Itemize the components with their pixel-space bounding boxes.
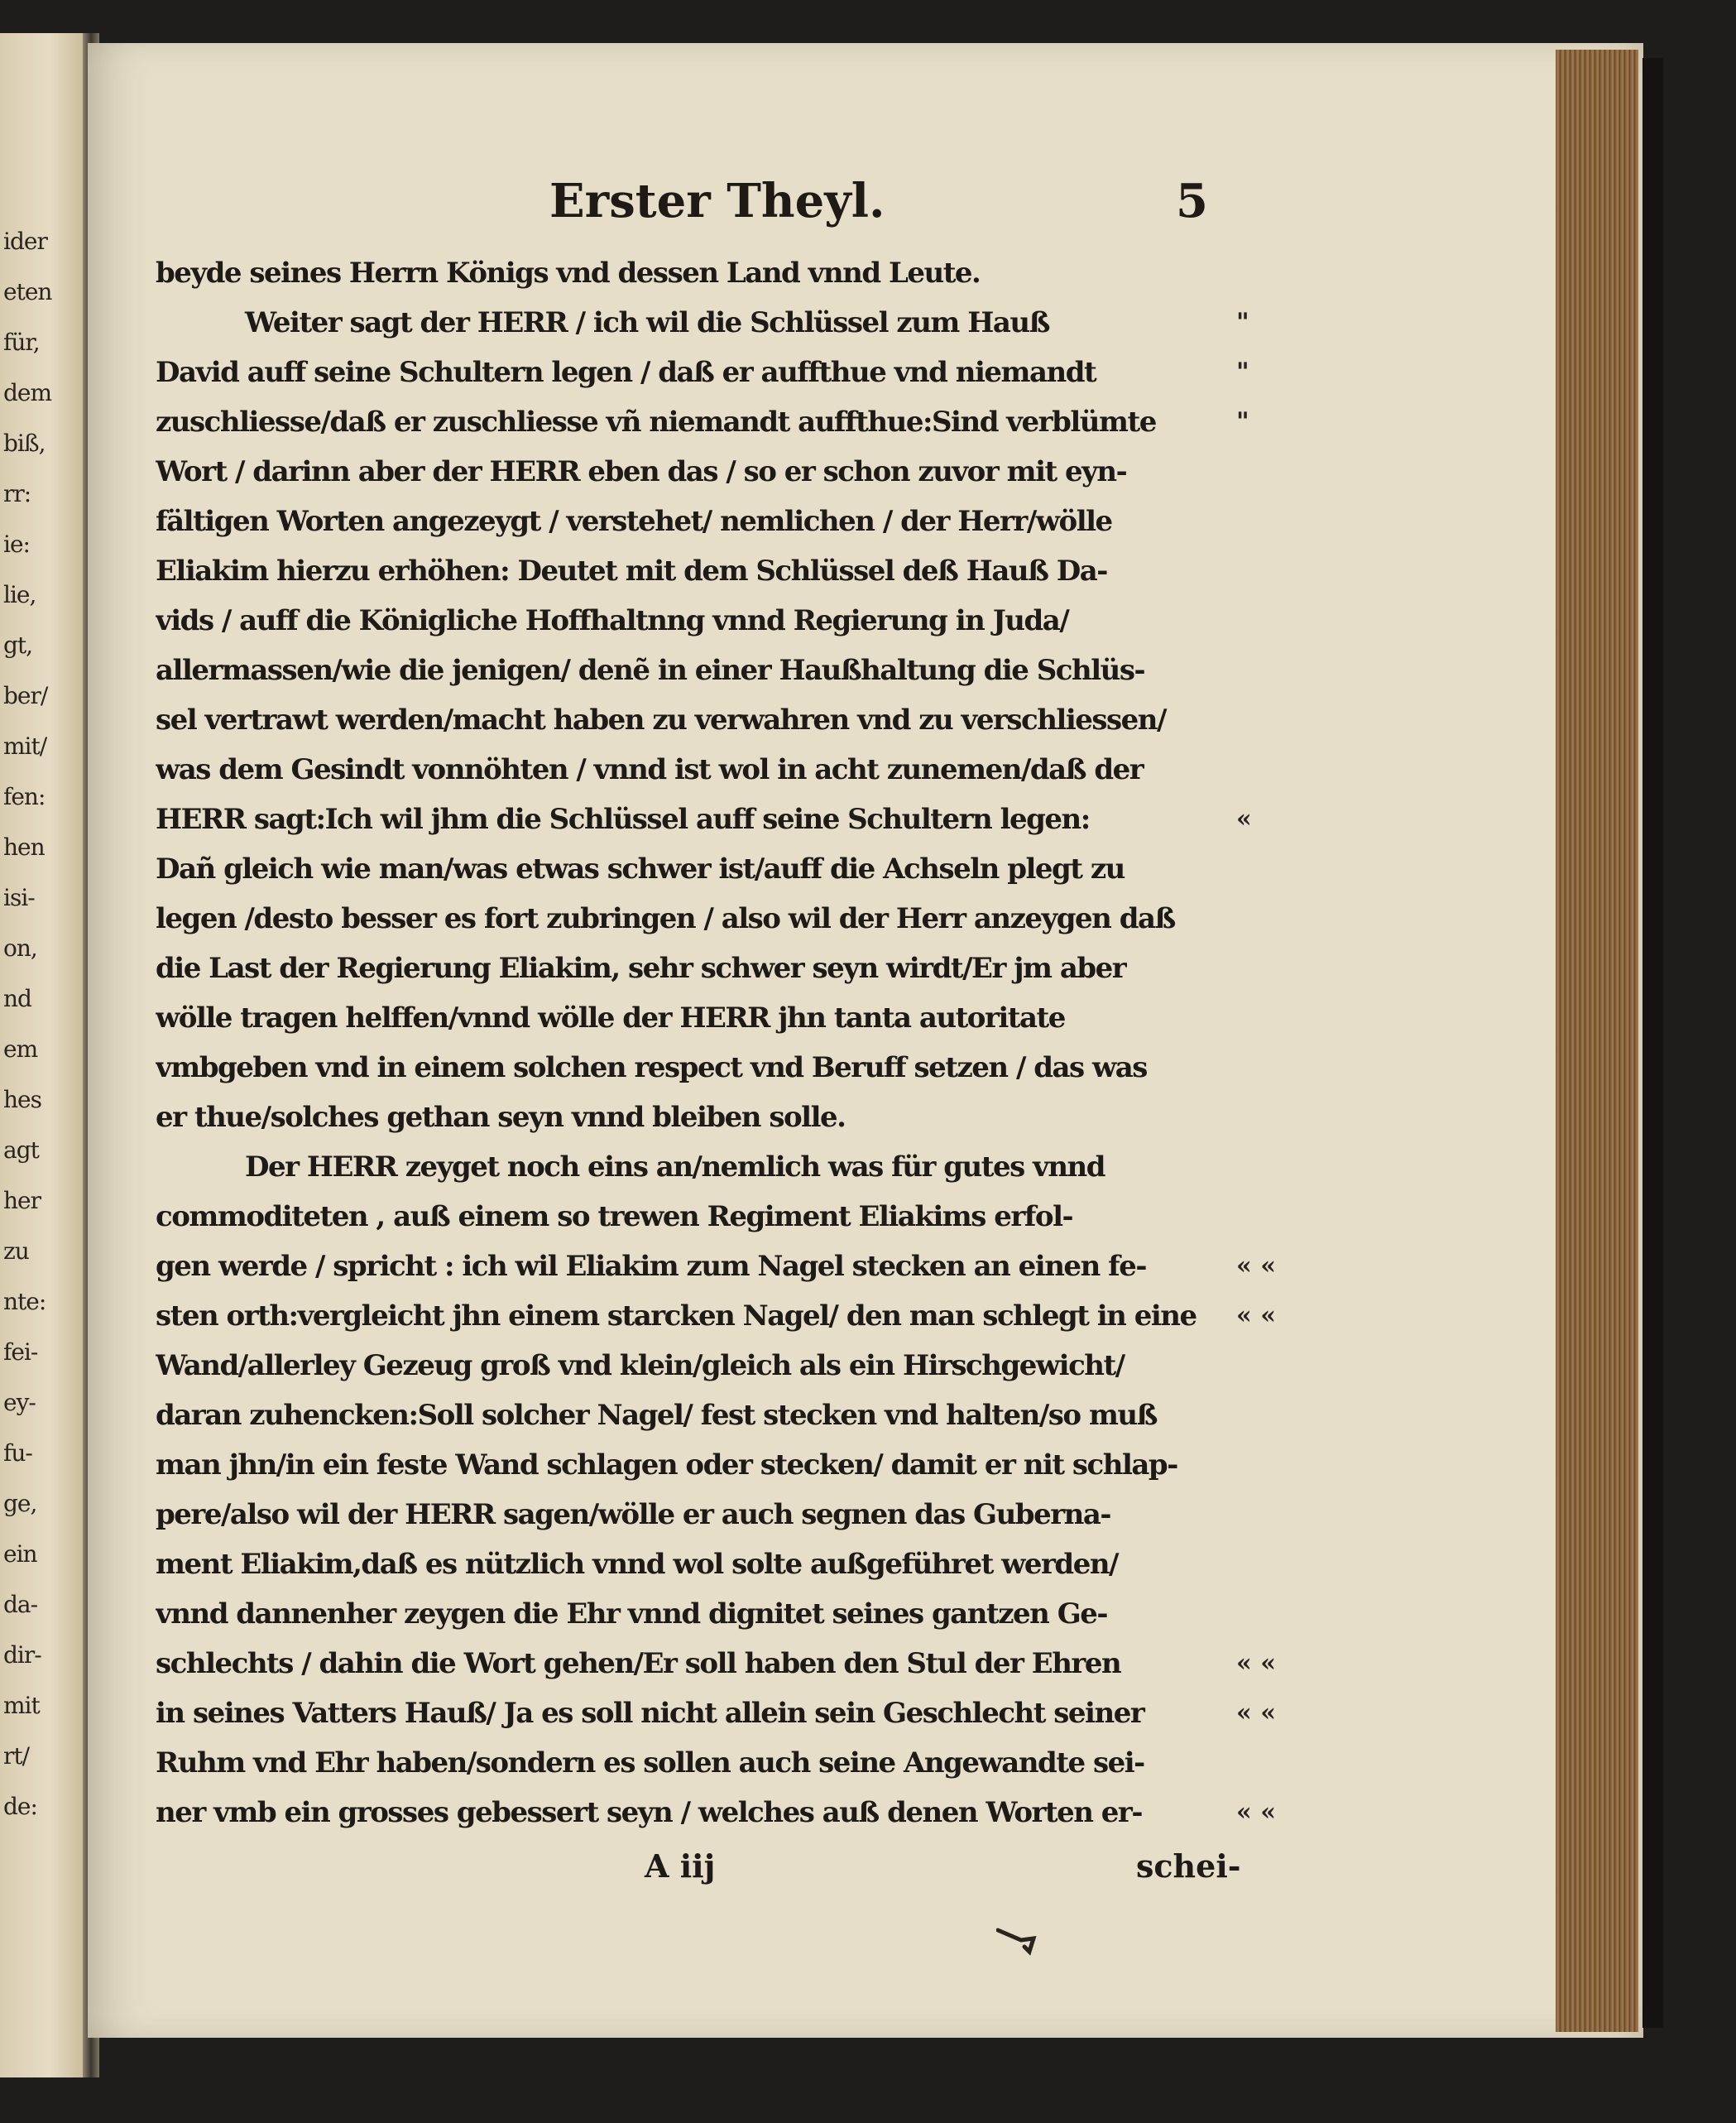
text-line: was dem Gesindt vonnöhten / vnnd ist wol in acht zunemen/daß der <box>156 753 1144 786</box>
page-footer <box>88 1847 1643 1897</box>
ink-stroke-mark <box>996 1922 1046 1963</box>
text-line: Wort / darinn aber der HERR eben das / so er schon zuvor mit eyn- <box>156 455 1127 488</box>
left-page-line-fragment: nte: <box>3 1288 46 1315</box>
left-page-line-fragment: ein <box>3 1540 37 1568</box>
text-line: die Last der Regierung Eliakim, sehr schwer seyn wirdt/Er jm aber <box>156 952 1126 985</box>
margin-quote-mark: « « <box>1236 1798 1276 1827</box>
body-text <box>156 248 1318 1837</box>
left-page-line-fragment: biß, <box>3 430 46 457</box>
left-page-line-fragment: ge, <box>3 1490 37 1517</box>
left-page-line-fragment: de: <box>3 1793 37 1820</box>
left-page-line-fragment: rt/ <box>3 1742 30 1770</box>
text-line: daran zuhencken:Soll solcher Nagel/ fest stecken vnd halten/so muß <box>156 1399 1157 1432</box>
left-page-line-fragment: ber/ <box>3 682 48 709</box>
text-line: legen /desto besser es fort zubringen / also wil der Herr anzeygen daß <box>156 902 1175 935</box>
left-page-line-fragment: her <box>3 1187 41 1214</box>
left-page-line-fragment: ider <box>3 228 47 255</box>
left-page-line-fragment: hes <box>3 1086 41 1113</box>
left-page-line-fragment: für, <box>3 329 40 356</box>
margin-quote-mark: " <box>1236 358 1249 387</box>
page-number: 5 <box>1176 174 1208 228</box>
text-line: ner vmb ein grosses gebessert seyn / welches auß denen Worten er- <box>156 1796 1142 1829</box>
left-page-line-fragment: mit/ <box>3 732 47 760</box>
text-line: fältigen Worten angezeygt / verstehet/ nemlichen / der Herr/wölle <box>156 505 1112 538</box>
text-line: Der HERR zeyget noch eins an/nemlich was für gutes vnnd <box>245 1150 1105 1184</box>
left-page-line-fragment: rr: <box>3 480 31 507</box>
text-line: vids / auff die Königliche Hoffhaltnng vnnd Regierung in Juda/ <box>156 604 1069 637</box>
margin-quote-mark: « « <box>1236 1649 1276 1678</box>
left-page-line-fragment: nd <box>3 985 31 1012</box>
left-page-line-fragment: isi- <box>3 884 35 911</box>
margin-quote-mark: « <box>1236 805 1252 833</box>
catchword: schei- <box>1136 1847 1241 1885</box>
left-page-line-fragment: fu- <box>3 1439 32 1467</box>
text-line: allermassen/wie die jenigen/ denẽ in einer Haußhaltung die Schlüs- <box>156 654 1145 687</box>
left-page-fragment <box>0 33 83 2077</box>
left-page-line-fragment: zu <box>3 1237 29 1265</box>
text-line: Wand/allerley Gezeug groß vnd klein/gleich als ein Hirschgewicht/ <box>156 1349 1125 1382</box>
text-line: zuschliesse/daß er zuschliesse vñ niemandt auffthue:Sind verblümte <box>156 406 1156 439</box>
text-line: Ruhm vnd Ehr haben/sondern es sollen auch seine Angewandte sei- <box>156 1746 1144 1780</box>
text-line: sten orth:vergleicht jhn einem starcken Nagel/ den man schlegt in eine <box>156 1299 1196 1333</box>
left-page-line-fragment: mit <box>3 1692 40 1719</box>
text-line: commoditeten , auß einem so trewen Regiment Eliakims erfol- <box>156 1200 1073 1233</box>
text-line: Eliakim hierzu erhöhen: Deutet mit dem Schlüssel deß Hauß Da- <box>156 555 1107 588</box>
text-line: man jhn/in ein feste Wand schlagen oder stecken/ damit er nit schlap- <box>156 1448 1177 1482</box>
book-page <box>88 43 1643 2038</box>
page-header <box>88 174 1643 240</box>
left-page-line-fragment: da- <box>3 1591 38 1618</box>
text-line: vnnd dannenher zeygen die Ehr vnnd dignitet seines gantzen Ge- <box>156 1597 1108 1631</box>
left-page-line-fragment: dir- <box>3 1641 41 1669</box>
left-page-line-fragment: fei- <box>3 1338 38 1366</box>
text-line: Dañ gleich wie man/was etwas schwer ist/auff die Achseln plegt zu <box>156 853 1125 886</box>
text-line: vmbgeben vnd in einem solchen respect vnd Beruff setzen / das was <box>156 1051 1147 1084</box>
margin-quote-mark: " <box>1236 308 1249 337</box>
text-line: er thue/solches gethan seyn vnnd bleiben solle. <box>156 1101 846 1134</box>
book-fore-edge <box>1556 50 1638 2032</box>
text-line: gen werde / spricht : ich wil Eliakim zum Nagel stecken an einen fe- <box>156 1250 1146 1283</box>
text-line: schlechts / dahin die Wort gehen/Er soll haben den Stul der Ehren <box>156 1647 1121 1680</box>
margin-quote-mark: « « <box>1236 1251 1276 1280</box>
left-page-line-fragment: ie: <box>3 531 30 558</box>
left-page-line-fragment: eten <box>3 278 52 305</box>
book-edge-shadow <box>1642 58 1663 2028</box>
left-page-line-fragment: fen: <box>3 783 46 810</box>
left-page-line-fragment: lie, <box>3 581 36 608</box>
text-line: David auff seine Schultern legen / daß er auffthue vnd niemandt <box>156 356 1096 389</box>
text-line: pere/also wil der HERR sagen/wölle er auch segnen das Guberna- <box>156 1498 1110 1531</box>
left-page-line-fragment: gt, <box>3 632 33 659</box>
margin-quote-mark: « « <box>1236 1301 1276 1330</box>
text-line: Weiter sagt der HERR / ich wil die Schlüssel zum Hauß <box>245 306 1049 339</box>
left-page-line-fragment: agt <box>3 1136 39 1164</box>
left-page-line-fragment: dem <box>3 379 52 406</box>
signature-mark: A iij <box>645 1847 716 1885</box>
left-page-line-fragment: em <box>3 1035 38 1063</box>
left-page-line-fragment: hen <box>3 833 45 861</box>
margin-quote-mark: " <box>1236 407 1249 436</box>
left-page-line-fragment: on, <box>3 934 37 962</box>
text-line: wölle tragen helffen/vnnd wölle der HERR jhn tanta autoritate <box>156 1001 1065 1035</box>
text-line: in seines Vatters Hauß/ Ja es soll nicht allein sein Geschlecht seiner <box>156 1697 1144 1730</box>
running-title: Erster Theyl. <box>549 174 885 228</box>
left-page-line-fragment: ey- <box>3 1389 36 1416</box>
text-line: HERR sagt:Ich wil jhm die Schlüssel auff seine Schultern legen: <box>156 803 1090 836</box>
text-line: sel vertrawt werden/macht haben zu verwahren vnd zu verschliessen/ <box>156 704 1166 737</box>
text-line: ment Eliakim,daß es nützlich vnnd wol solte außgeführet werden/ <box>156 1548 1118 1581</box>
margin-quote-mark: « « <box>1236 1698 1276 1727</box>
text-line: beyde seines Herrn Königs vnd dessen Land vnnd Leute. <box>156 257 981 290</box>
